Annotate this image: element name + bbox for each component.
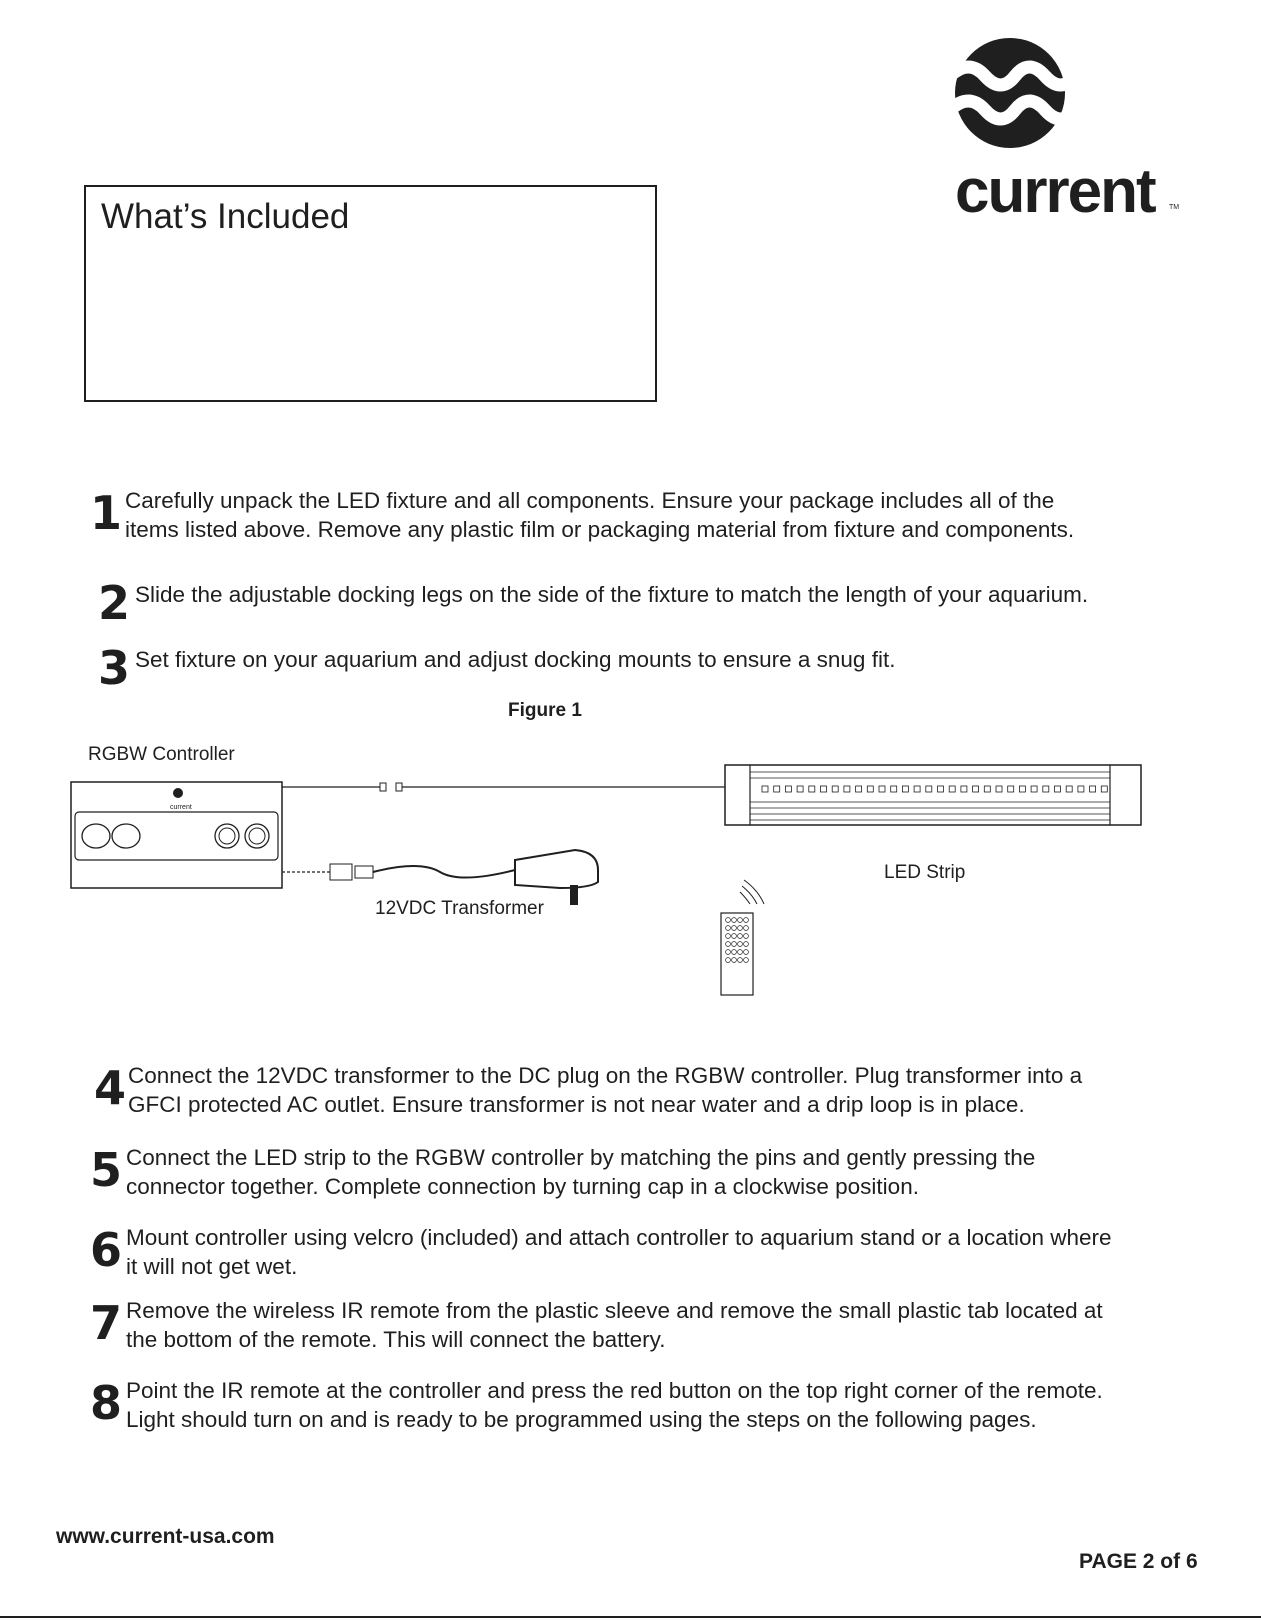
remote-button [738,950,743,955]
transformer [282,850,598,905]
led-dot [938,786,944,792]
controller-brand: current [170,804,192,811]
step-text: Connect the 12VDC transformer to the DC plug on the RGBW controller. Plug transformer into a GFCI protected AC outlet. Ensure transformer is not near water and a drip loop is in place. [128,1063,1083,1117]
step-number: 3 [98,641,131,695]
website-link[interactable]: www.current-usa.com [56,1525,275,1548]
page-number: PAGE 2 of 6 [1079,1550,1198,1573]
led-dot [914,786,920,792]
step-text: Connect the LED strip to the RGBW controller by matching the pins and gently pressing the connector together. Complete connection by turning cap in a clockwise position. [126,1145,1036,1199]
brand-logo [955,38,1185,226]
strip-cable [282,783,730,791]
remote-button [744,950,749,955]
transformer-label: 12VDC Transformer [375,898,544,919]
led-dot [879,786,885,792]
led-dot [821,786,827,792]
remote-button [732,950,737,955]
remote-button [726,942,731,947]
remote-button [744,926,749,931]
step-text: Mount controller using velcro (included) and attach controller to aquarium stand or a location where it will not get wet. [126,1225,1112,1279]
remote-button [732,934,737,939]
led-strip [725,765,1141,825]
led-dot [1019,786,1025,792]
remote-button [726,950,731,955]
led-dot [844,786,850,792]
led-dot [902,786,908,792]
trademark-mark: TM [1169,204,1180,211]
remote-button [732,958,737,963]
controller-label: RGBW Controller [88,744,235,765]
step-number: 4 [94,1061,127,1115]
led-dot [797,786,803,792]
remote-button [726,958,731,963]
remote-button [738,942,743,947]
step-text: Remove the wireless IR remote from the plastic sleeve and remove the small plastic tab located at the bottom of the remote. This will connect the battery. [126,1298,1103,1352]
remote-button [744,942,749,947]
whats-included-title: What’s Included [101,197,350,236]
led-dot [926,786,932,792]
rgbw-controller [71,782,282,888]
led-dot [1101,786,1107,792]
strip-label: LED Strip [884,862,966,883]
led-dot [1090,786,1096,792]
remote-button [738,918,743,923]
remote-button [744,934,749,939]
step-text: Slide the adjustable docking legs on the side of the fixture to match the length of your aquarium. [135,582,1089,607]
remote-button [744,958,749,963]
step-number: 5 [90,1143,123,1197]
brand-wordmark: current [955,157,1155,226]
bottom-divider [0,1616,1261,1618]
led-dot [809,786,815,792]
remote-button [738,958,743,963]
ir-remote [721,880,764,995]
led-dot [867,786,873,792]
led-dot [973,786,979,792]
whats-included-box [84,185,657,402]
figure-title: Figure 1 [508,700,582,721]
led-dot [1043,786,1049,792]
led-dot [762,786,768,792]
step-text: Carefully unpack the LED fixture and all components. Ensure your package includes all of the items listed above. Remove any plastic film or packaging material from fixture and components. [125,488,1075,542]
remote-button [732,918,737,923]
step-text: Set fixture on your aquarium and adjust docking mounts to ensure a snug fit. [135,647,896,672]
remote-button [726,918,731,923]
step-text: Point the IR remote at the controller and press the red button on the top right corner of the remote. Light should turn on and is ready to be programmed using the steps on the following pages. [126,1378,1103,1432]
led-dot [785,786,791,792]
figure-1-diagram [0,720,1261,1030]
led-dot [1055,786,1061,792]
step-number: 2 [98,576,131,630]
led-dot [832,786,838,792]
remote-button [744,918,749,923]
step-number: 1 [90,486,123,540]
wave-icon [955,38,1065,148]
led-dot [961,786,967,792]
led-dot [1031,786,1037,792]
remote-button [738,926,743,931]
led-dot [856,786,862,792]
step-number: 6 [90,1223,123,1277]
step-number: 7 [90,1296,123,1350]
led-dot [984,786,990,792]
remote-button [738,934,743,939]
remote-button [726,926,731,931]
led-dot [949,786,955,792]
led-dot [996,786,1002,792]
led-dot [1078,786,1084,792]
remote-button [732,926,737,931]
remote-button [726,934,731,939]
led-dot [774,786,780,792]
led-dot [1008,786,1014,792]
led-dot [1066,786,1072,792]
led-dot [891,786,897,792]
remote-button [732,942,737,947]
step-number: 8 [90,1376,123,1430]
